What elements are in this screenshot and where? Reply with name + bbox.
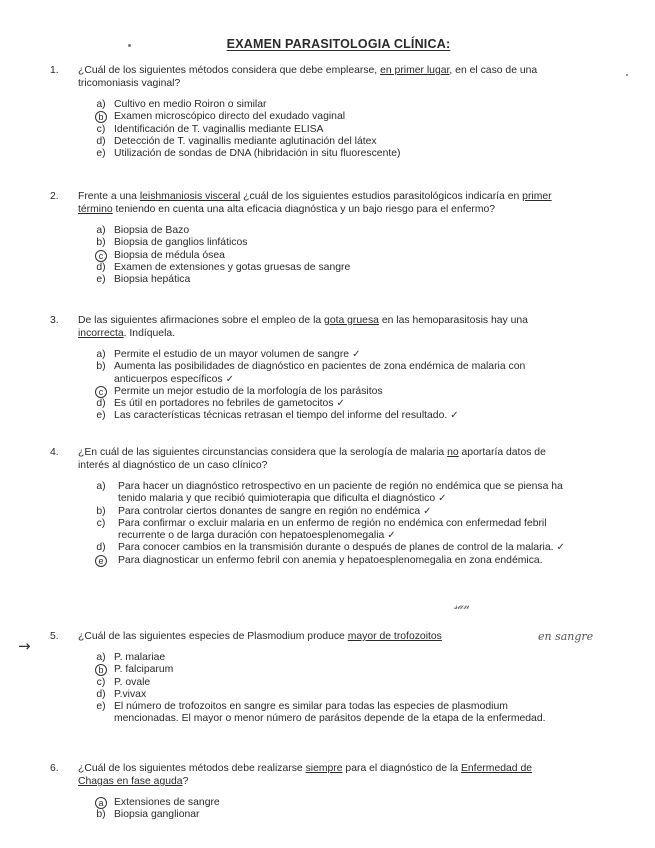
question-stem [78,314,568,340]
option-text: Biopsia ganglionar [114,809,200,821]
exam-title: EXAMEN PARASITOLOGIA CLÍNICA: [226,37,451,51]
stem-text: en las hemoparasitosis hay una [378,315,528,326]
option-text: Para conocer cambios en la transmisión durante o después de planes de control de la malaria. [118,542,554,554]
stem-text: , en el caso de una tricomoniasis vaginal? [78,65,538,89]
option [94,410,568,422]
option-text: Aumenta las posibilidades de diagnóstico en pacientes de zona endémica de malaria con anticuerpos específicos [114,361,526,385]
circled-letter: e [95,555,107,567]
option-text: Biopsia de ganglios linfáticos [114,237,248,249]
underlined-phrase: no [447,447,459,458]
question-2 [50,190,568,286]
question-number: 6. [50,763,59,774]
circled-letter: b [95,664,107,676]
option-letter: a) [96,652,106,663]
stem-text: . Indíquela. [123,328,176,339]
option-letter: e) [96,701,106,713]
option-list [94,797,568,822]
question-stem [78,64,568,90]
question-stem [78,762,568,788]
option-letter: c) [96,123,106,135]
option-selected [94,386,568,398]
option-letter: a) [96,225,106,236]
option-letter: d) [96,398,106,410]
option-letter: e) [96,274,106,286]
option-selected [94,250,568,262]
stem-text: aportaría datos de interés al diagnóstico de un caso clínico? [78,447,546,471]
option-letter: d) [96,135,106,147]
option [94,652,568,664]
option-selected [94,797,568,809]
question-1 [50,64,568,160]
option-text: Biopsia hepática [114,274,191,286]
stem-text: ¿Cuál de las siguientes especies de Plasmodium produce [78,631,348,642]
option-text: Identificación de T. vaginallis mediante ELISA [114,123,324,135]
option-text: Examen microscópico directo del exudado vaginal [114,111,346,123]
option [94,225,568,237]
question-3 [50,314,568,423]
checkmark-icon: ✓ [352,349,361,360]
underlined-phrase: siempre [305,763,343,774]
option-list [94,652,568,726]
option-text: Para confirmar o excluir malaria en un enfermo de región no endémica con enfermedad febril recurrente o de larga duración con hepatoesplenomegalia [118,517,547,542]
question-stem [78,190,568,216]
circled-letter: c [95,386,107,398]
handwritten-scribble: 𝓈𝒶𝓃 [454,601,470,612]
question-number: 2. [50,191,59,202]
option [94,99,568,111]
option-letter: b) [96,361,106,373]
checkmark-icon: ✓ [438,493,447,505]
checkmark-icon: ✓ [556,542,565,554]
stem-text: ¿cuál de los siguientes estudios parasitológicos indicaría en [240,191,523,202]
option [94,809,568,821]
option [94,542,568,554]
stray-mark [626,74,628,76]
option-letter: e) [96,148,106,160]
question-number: 4. [50,447,59,458]
question-number: 5. [50,631,59,642]
underlined-phrase: en primer lugar [380,65,450,76]
option-selected [94,664,568,676]
checkmark-icon: ✓ [336,398,345,410]
option [94,689,568,701]
option-letter: d) [96,542,106,554]
option-text: Biopsia de Bazo [114,225,190,236]
option-text: Las características técnicas retrasan el tiempo del informe del resultado. [114,410,448,422]
option [94,677,568,689]
handwritten-arrow: → [18,637,31,655]
question-stem [78,446,568,472]
underlined-phrase: mayor de trofozoitos [347,631,442,642]
option-text: Extensiones de sangre [114,797,220,808]
circled-letter: a [95,797,107,809]
checkmark-icon: ✓ [423,505,432,517]
option-text: Para diagnosticar un enfermo febril con anemia y hepatoesplenomegalia en zona endémica. [118,554,543,566]
question-6 [50,762,568,822]
option-letter: a) [96,99,106,110]
option-text: Es útil en portadores no febriles de gametocitos [114,398,334,410]
option-list [94,481,568,567]
underlined-phrase: leishmaniosis visceral [139,191,241,202]
question-4 [50,446,568,567]
option-letter: a) [96,349,106,360]
option-letter: e) [96,410,106,422]
option-text: Detección de T. vaginallis mediante aglutinación del látex [114,135,377,147]
option [94,148,568,160]
option-list [94,225,568,286]
underlined-phrase: Enfermedad de Chagas en fase aguda [78,763,533,787]
checkmark-icon: ✓ [450,410,459,422]
option-text: Permite el estudio de un mayor volumen de sangre [114,349,350,360]
option [94,274,568,286]
circled-letter: b [95,111,107,123]
option-text: Permite un mejor estudio de la morfología de los parásitos [114,385,383,397]
option [94,506,568,518]
question-number: 1. [50,65,59,76]
handwritten-annotation: en sangre [538,630,594,643]
option [94,361,568,386]
circled-letter: c [95,250,107,262]
stem-text: ¿Cuál de los siguientes métodos considera que debe emplearse, [78,65,381,76]
checkmark-icon: ✓ [387,530,396,542]
underlined-phrase: incorrecta [78,328,124,339]
option-letter: c) [96,676,106,688]
stem-text: ¿Cuál de los siguientes métodos debe realizarse [78,763,306,774]
question-5 [50,630,568,726]
option [94,701,568,726]
question-stem [78,630,568,643]
stem-text: para el diagnóstico de la [342,763,461,774]
option-text: Examen de extensiones y gotas gruesas de sangre [114,261,351,273]
option-letter: c) [96,517,106,529]
option-selected [94,555,568,567]
option-text: P. malariae [114,652,166,663]
option-text: P.vivax [114,688,147,700]
stem-text: teniendo en cuenta una alta eficacia diagnóstica y un bajo riesgo para el enfermo? [112,204,496,215]
option-text: Para controlar ciertos donantes de sangre en región no endémica [118,505,421,517]
question-number: 3. [50,315,59,326]
option [94,262,568,274]
option-letter: b) [96,505,106,517]
checkmark-icon: ✓ [225,373,234,385]
option-list [94,99,568,160]
stem-text: ? [182,776,189,787]
option-letter: a) [96,481,106,492]
option [94,481,568,506]
option [94,349,568,361]
option-text: P. ovale [114,676,151,688]
option-letter: d) [96,688,106,700]
stem-text: ¿En cuál de las siguientes circunstancias considera que la serología de malaria [78,447,448,458]
option [94,398,568,410]
option-text: Cultivo en medio Roiron o similar [114,99,267,110]
option-text: Biopsia de médula ósea [114,249,225,261]
option [94,237,568,249]
underlined-phrase: primer término [78,191,552,215]
option-text: Utilización de sondas de DNA (hibridación in situ fluorescente) [114,148,401,160]
option-text: Para hacer un diagnóstico retrospectivo en un paciente de región no endémica que se piensa ha tenido malaria y que recibió quimioterapia que dificulta el diagnóstico [118,481,563,505]
option-letter: b) [96,237,106,249]
option-letter: d) [96,261,106,273]
option-text: P. falciparum [114,664,174,676]
option-letter: b) [96,809,106,821]
underlined-phrase: gota gruesa [324,315,379,326]
option-list [94,349,568,423]
option-selected [94,111,568,123]
stem-text: De las siguientes afirmaciones sobre el empleo de la [78,315,325,326]
option [94,518,568,543]
stem-text: Frente a una [78,191,140,202]
option-text: El número de trofozoitos en sangre es similar para todas las especies de plasmodium mencionadas. El mayor o menor número de parásitos depende de la etapa de la enfermedad. [114,701,546,725]
option [94,136,568,148]
option [94,124,568,136]
